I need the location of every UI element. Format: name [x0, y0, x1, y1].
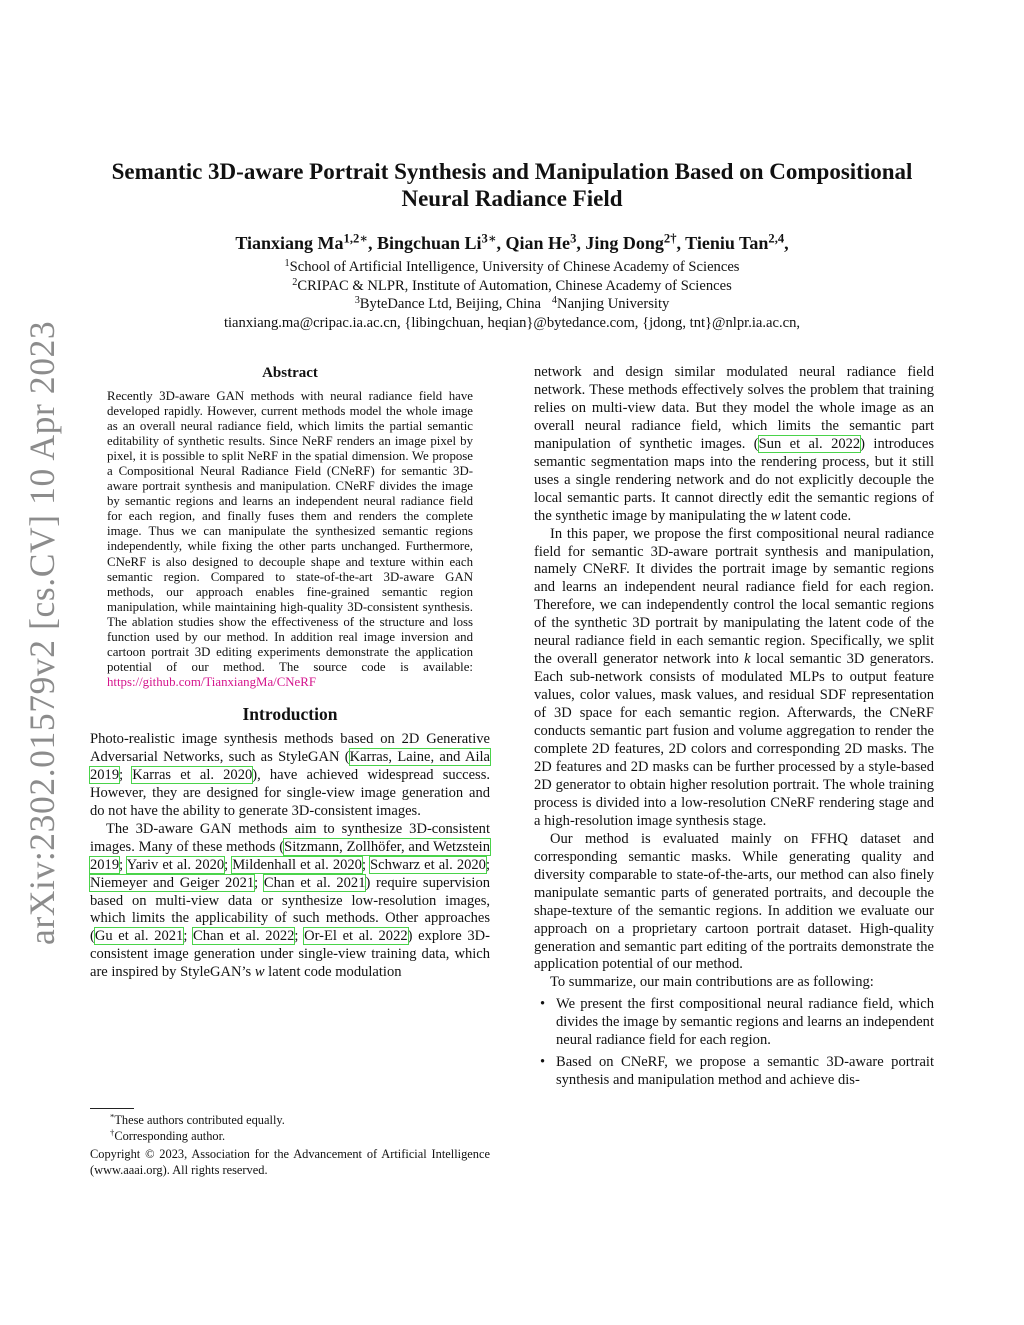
copyright-notice: Copyright © 2023, Association for the Advancement of Artificial Intelligence (www.aaai.org). All rights reserved.: [90, 1147, 490, 1177]
author: Tieniu Tan$^{2,4}$,: [685, 231, 789, 253]
footnotes: [90, 1108, 490, 1178]
body-paragraph-3: Our method is evaluated mainly on FFHQ dataset and corresponding semantic masks. While generating quality and diversity comparable to state-of-the-arts, our method can also finely manipulate semantic parts of generated portraits, and decouple the shape-texture of the semantic regions. In addition we evaluate our approach on a proprietary cartoon portrait dataset. High-quality generation and semantic part editing of the portraits demonstrate the application potential of our method.: [534, 830, 934, 973]
list-item: • We present the first compositional neural radiance field, which divides the image by semantic regions and learns an independent neural radiance field for each region.: [534, 996, 934, 1050]
body-paragraph-2: In this paper, we propose the first compositional neural radiance field for semantic 3D-aware portrait synthesis and manipulation, namely CNeRF. It divides the portrait image by semantic regions and learns an independent neural radiance field for each region. Therefore, we can independently control the local semantic regions of the synthetic 3D portrait by manipulating the latent code of the neural radiance field in each semantic region. Specifically, we split the overall generator network into k local semantic 3D generators. Each sub-network consists of modulated MLPs to output feature values, color values, mask values, and residual SDF representation of 3D space for each semantic region. Afterwards, the CNeRF conducts semantic part fusion and volume aggregation to render the complete 2D features, 2D colors and corresponding 2D masks. The 2D features and 2D masks can be further processed by a style-based 2D generator to obtain higher resolution portrait. The whole training process is divided into a low-resolution CNeRF rendering stage and a high-resolution image synthesis stage.: [534, 525, 934, 829]
citation-link[interactable]: Karras, Laine, and Aila 2019: [90, 748, 490, 783]
author-emails: tianxiang.ma@cripac.ia.ac.cn, {libingchuan, heqian}@bytedance.com, {jdong, tnt}@nlpr.ia.ac.cn,: [223, 314, 801, 331]
right-column: [534, 364, 934, 1094]
citation-link[interactable]: Sun et al. 2022: [758, 435, 861, 452]
affiliation-1: $^1$School of Artificial Intelligence, University of Chinese Academy of Sciences: [284, 257, 740, 275]
arxiv-identifier: arXiv:2302.01579v2 [cs.CV] 10 Apr 2023: [22, 320, 62, 945]
citation-link[interactable]: Gu et al. 2021: [94, 928, 184, 945]
intro-paragraph-1: Photo-realistic image synthesis methods based on 2D Generative Adversarial Networks, such as StyleGAN (Karras, Laine, and Aila 2019; Karras et al. 2020), have achieved widespread success. However, they are designed for single-view image generation and do not have the ability to generate 3D-consistent images.: [90, 730, 490, 819]
citation-link[interactable]: Yariv et al. 2020: [126, 856, 225, 873]
author: Tianxiang $Ma^{1,2∗}$,: [235, 231, 377, 253]
introduction-heading: Introduction: [242, 703, 338, 724]
footnote-equal-contribution: *These authors contributed equally.: [110, 1111, 285, 1127]
left-column: [90, 364, 490, 982]
affiliation-2: $^2$CRIPAC & NLPR, Institute of Automation, Chinese Academy of Sciences: [292, 276, 732, 294]
citation-link[interactable]: Or-El et al. 2022: [304, 928, 408, 945]
body-paragraph-4: To summarize, our main contributions are as following:: [550, 974, 874, 991]
intro-paragraph-2: The 3D-aware GAN methods aim to synthesize 3D-consistent images. Many of these methods (Sitzmann, Zollhöfer, and Wetzstein 2019; Yariv et al. 2020; Mildenhall et al. 2020; Schwarz et al. 2020; Niemeyer and Geiger 2021; Chan et al. 2021) require supervision based on multi-view data or synthesize low-resolution images, which limits the applicability of such methods. Other approaches (Gu et al. 2021; Chan et al. 2022; Or-El et al. 2022) explore 3D-consistent image generation under single-view training data, which are inspired by StyleGAN’s w latent code modulation: [90, 820, 491, 981]
citation-link[interactable]: Karras et al. 2020: [132, 766, 253, 783]
author: Bingchuan $Li^{3∗}$,: [377, 231, 506, 253]
affiliation-3-4: $^3$ByteDance Ltd, Beijing, China $^4$Nanjing University: [354, 295, 670, 313]
citation-link[interactable]: Chan et al. 2021: [263, 874, 366, 891]
title-line-2: Neural Radiance Field: [401, 186, 623, 211]
citation-link[interactable]: Schwarz et al. 2020: [370, 856, 486, 873]
author-list: [60, 232, 964, 254]
abstract-heading: Abstract: [262, 365, 318, 381]
citation-link[interactable]: Mildenhall et al. 2020: [232, 856, 362, 873]
citation-link[interactable]: Chan et al. 2022: [193, 928, 295, 945]
citation-link[interactable]: Sitzmann, Zollhöfer, and Wetzstein 2019: [90, 838, 491, 873]
abstract-body: Recently 3D-aware GAN methods with neural radiance field have developed rapidly. However, current methods model the whole image as an overall neural radiance field, which limits the partial semantic editability of synthetic results. Since NeRF renders an image pixel by pixel, it is possible to split NeRF in the spatial dimension. We propose a Compositional Neural Radiance Field (CNeRF) for semantic 3D-aware portrait synthesis and manipulation. CNeRF divides the image by semantic regions and learns an independent neural radiance field for each region, and finally fuses them and renders the complete image. Thus we can manipulate the synthesized semantic regions independently, while fixing the other parts unchanged. Furthermore, CNeRF is also designed to decouple shape and texture within each semantic region. Compared to state-of-the-art 3D-aware GAN methods, our approach enables fine-grained semantic region manipulation, while maintaining high-quality 3D-consistent synthesis. The ablation studies show the effectiveness of the structure and loss function used by our method. In addition real image inversion and cartoon portrait 3D editing experiments demonstrate the application potential of our method. The source code is available: https://github.com/TianxiangMa/CNeRF: [107, 389, 473, 689]
list-item: • Based on CNeRF, we propose a semantic 3D-aware portrait synthesis and manipulation method and achieve dis-: [534, 1054, 934, 1090]
paper-title: [60, 158, 964, 212]
footnote-corresponding-author: †Corresponding author.: [110, 1127, 226, 1143]
author: Qian He$^3$,: [505, 231, 586, 253]
affiliations: [60, 258, 964, 332]
body-paragraph-1: network and design similar modulated neural radiance field network. These methods effectively solves the problem that training relies on multi-view data. But they model the whole image as an overall neural radiance field, which limits the semantic part manipulation of synthetic images. (Sun et al. 2022) introduces semantic segmentation maps into the rendering process, but it still uses a single rendering network and do not explicitly decouple the local semantic parts. It cannot directly edit the semantic regions of the synthetic image by manipulating the w latent code.: [534, 364, 934, 524]
citation-link[interactable]: Niemeyer and Geiger 2021: [90, 874, 255, 891]
author: Jing Dong$^{2\dagger}$,: [585, 231, 686, 253]
footnote-rule: [90, 1108, 134, 1109]
contributions-list: [534, 996, 934, 1090]
title-line-1: Semantic 3D-aware Portrait Synthesis and Manipulation Based on Compositional: [111, 159, 913, 184]
source-code-link[interactable]: https://github.com/TianxiangMa/CNeRF: [107, 674, 316, 689]
